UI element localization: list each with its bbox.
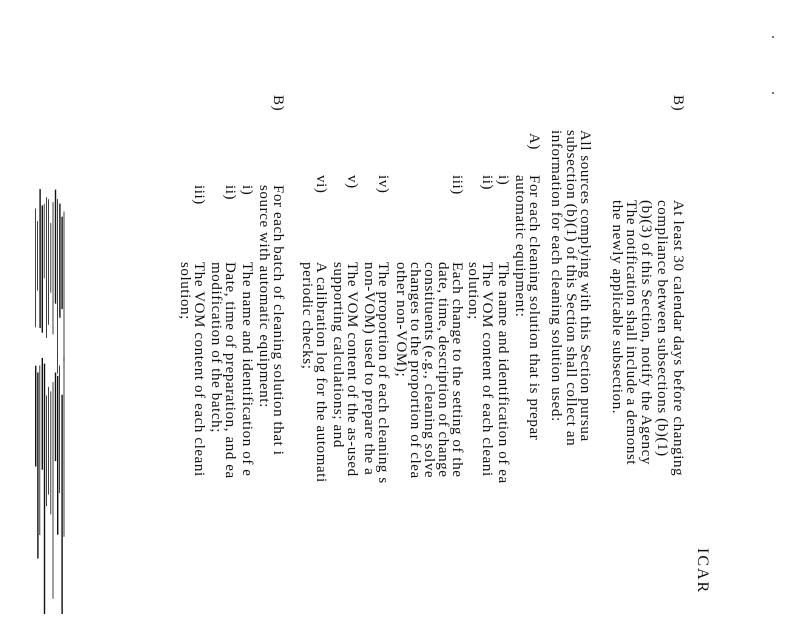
item-label: B)	[670, 95, 686, 112]
text-line: changes to the proportion of clea	[407, 262, 423, 479]
text-line: The proportion of each cleaning s	[375, 262, 391, 484]
item-label: B)	[270, 95, 286, 112]
text-line: The VOM content of the as-used	[344, 262, 360, 477]
text-line: Date, time of preparation, and ea	[222, 262, 238, 479]
text-line: The VOM content of each cleani	[479, 262, 495, 477]
item-label: A)	[526, 133, 542, 151]
item-label: iii)	[191, 185, 207, 205]
item-label: i)	[495, 175, 511, 186]
text-line: modification of the batch;	[208, 262, 224, 433]
text-line: non-VOM) used to prepare the a	[361, 262, 377, 476]
item-label: v)	[344, 175, 360, 189]
text-line: For each cleaning solution that is prepar	[526, 175, 542, 441]
item-label: ii)	[479, 175, 495, 191]
text-line: For each batch of cleaning solution that i	[270, 185, 286, 456]
text-line: The notification shall include a demonst	[623, 200, 639, 466]
item-label: iii)	[449, 175, 465, 195]
text-line: automatic equipment:	[512, 175, 528, 318]
text-line: other non-VOM);	[393, 262, 409, 378]
text-line: subsection (b)(1) of this Section shall collect an	[563, 130, 579, 447]
text-line: date, time, description of change	[435, 262, 451, 478]
text-line: The name and identification of e	[239, 262, 255, 477]
text-line: The VOM content of each cleani	[191, 262, 207, 477]
item-label: iv)	[375, 175, 391, 194]
item-label: vi)	[313, 175, 329, 194]
text-line: supporting calculations; and	[330, 262, 346, 448]
text-line: the newly applicable subsection.	[609, 200, 625, 415]
text-line: constituents (e.g., cleaning solve	[421, 262, 437, 479]
item-label: i)	[239, 185, 255, 196]
text-line: periodic checks;	[299, 262, 315, 370]
text-line: A calibration log for the automati	[313, 262, 329, 483]
text-line: All sources complying with this Section pursua	[577, 130, 593, 442]
text-line: At least 30 calendar days before changing	[670, 200, 686, 477]
page-header: ICAR	[694, 548, 711, 595]
item-label: ii)	[222, 185, 238, 201]
text-line: Each change to the setting of the	[449, 262, 465, 478]
text-line: solution;	[465, 262, 481, 320]
text-line: The name and identification of ea	[495, 262, 511, 484]
text-line: compliance between subsections (b)(1)	[654, 200, 670, 457]
text-line: source with automatic equipment:	[256, 185, 272, 408]
text-line: (b)(3) of this Section, notify the Agency	[638, 200, 654, 465]
text-line: information for each cleaning solution used:	[548, 130, 564, 422]
text-line: solution;	[177, 262, 193, 320]
